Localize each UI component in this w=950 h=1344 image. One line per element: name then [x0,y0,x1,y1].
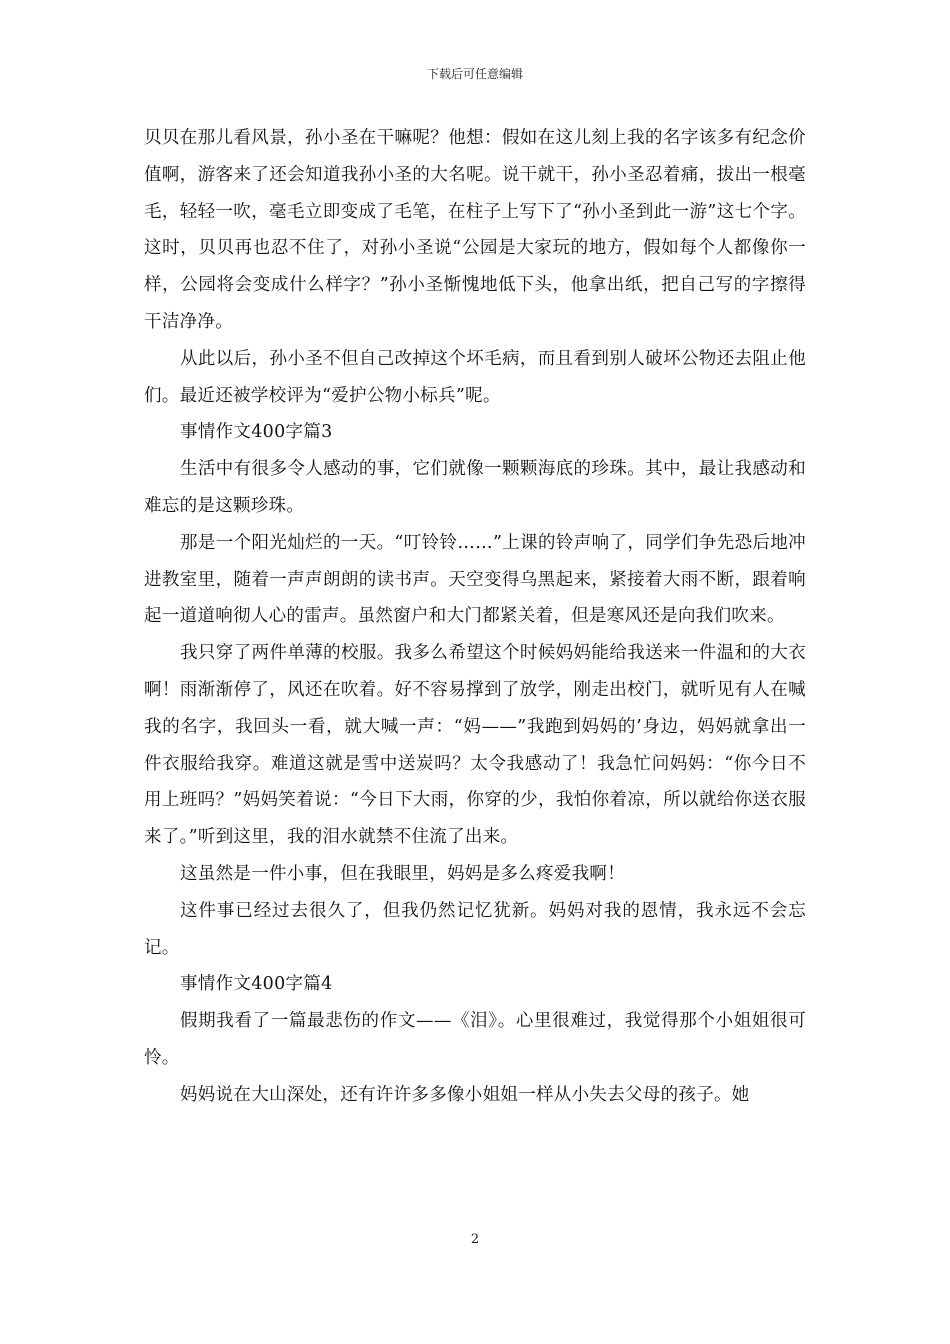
paragraph: 我只穿了两件单薄的校服。我多么希望这个时候妈妈能给我送来一件温和的大衣啊！雨渐渐停了，风还在吹着。好不容易撑到了放学，刚走出校门，就听见有人在喊我的名字，我回头一看，就大喊一声：“妈——”我跑到妈妈的’身边，妈妈就拿出一件衣服给我穿。难道这就是雪中送炭吗？太令我感动了！我急忙问妈妈：“你今日不用上班吗？”妈妈笑着说：“今日下大雨，你穿的少，我怕你着凉，所以就给你送衣服来了。”听到这里，我的泪水就禁不住流了出来。 [144,643,806,848]
page-number: 2 [470,1232,480,1247]
paragraph: 妈妈说在大山深处，还有许许多多像小姐姐一样从小失去父母的孩子。她 [180,1084,750,1105]
paragraph: 那是一个阳光灿烂的一天。“叮铃铃……”上课的铃声响了，同学们争先恐后地冲进教室里，随着一声声朗朗的读书声。天空变得乌黑起来，紧接着大雨不断，跟着响起一道道响彻人心的雷声。虽然窗户和大门都紧关着，但是寒风还是向我们吹来。 [144,532,806,627]
document-body [144,120,806,1114]
section-heading: 事情作文400字篇3 [180,422,333,443]
paragraph: 从此以后，孙小圣不但自己改掉这个坏毛病，而且看到别人破坏公物还去阻止他们。最近还被学校评为“爱护公物小标兵”呢。 [144,348,806,406]
paragraph: 这虽然是一件小事，但在我眼里，妈妈是多么疼爱我啊！ [180,863,625,884]
paragraph: 这件事已经过去很久了，但我仍然记忆犹新。妈妈对我的恩情，我永远不会忘记。 [144,900,806,958]
paragraph: 贝贝在那儿看风景，孙小圣在干嘛呢？他想：假如在这儿刻上我的名字该多有纪念价值啊，游客来了还会知道我孙小圣的大名呢。说干就干，孙小圣忍着痛，拔出一根毫毛，轻轻一吹，毫毛立即变成了毛笔，在柱子上写下了“孙小圣到此一游”这七个字。这时，贝贝再也忍不住了，对孙小圣说“公园是大家玩的地方，假如每个人都像你一样，公园将会变成什么样字？”孙小圣惭愧地低下头，他拿出纸，把自己写的字擦得干洁净净。 [144,128,806,332]
page-header: 下载后可任意编辑 [426,67,523,81]
section-heading: 事情作文400字篇4 [180,974,333,995]
paragraph: 生活中有很多令人感动的事，它们就像一颗颗海底的珍珠。其中，最让我感动和难忘的是这颗珍珠。 [144,459,806,516]
paragraph: 假期我看了一篇最悲伤的作文——《泪》。心里很难过，我觉得那个小姐姐很可怜。 [144,1011,806,1068]
